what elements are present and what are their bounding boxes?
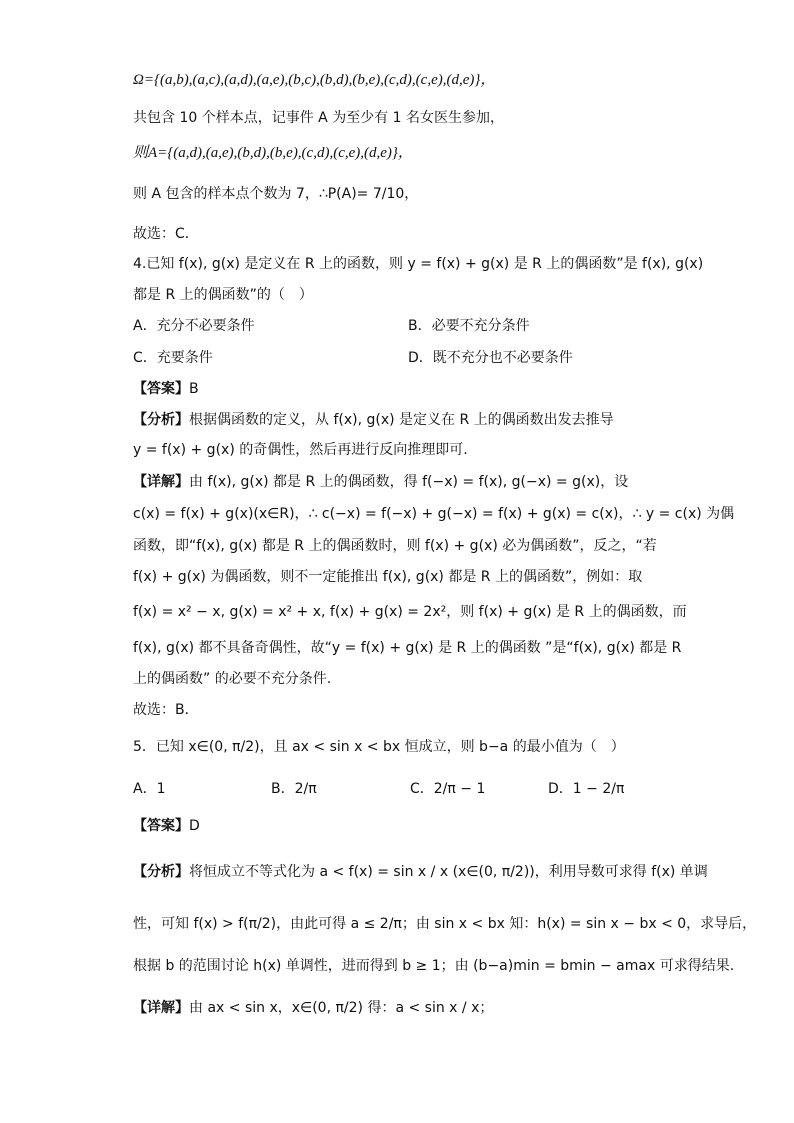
q4-option-c: C．充要条件 (133, 350, 213, 366)
q4-answer-value: B (189, 381, 199, 397)
q5-option-d: D．1 − 2/π (548, 781, 625, 797)
probability-line: 则 A 包含的样本点个数为 7，∴P(A)= 7/10， (133, 186, 419, 202)
q5-answer: 【答案】D (133, 818, 200, 834)
q4-stem-line1: 4.已知 f(x), g(x) 是定义在 R 上的函数，则 y = f(x) + g(x) 是 R 上的偶函数”是 f(x), g(x) (133, 256, 704, 272)
q4-analysis-line1: 【分析】根据偶函数的定义，从 f(x), g(x) 是定义在 R 上的偶函数出发去推导 (133, 412, 614, 428)
q4-analysis-line2: y = f(x) + g(x) 的奇偶性，然后再进行反向推理即可. (133, 442, 468, 458)
q5-option-a: A．1 (133, 781, 166, 797)
q5-option-c: C．2/π − 1 (410, 781, 486, 797)
q5-analysis-line1: 【分析】将恒成立不等式化为 a < f(x) = sin x / x (x∈(0, π/2))，利用导数可求得 f(x) 单调 (133, 864, 708, 880)
q5-stem: 5．已知 x∈(0, π/2)，且 ax < sin x < bx 恒成立，则 b−a 的最小值为（ ） (133, 739, 625, 755)
q4-detail-line7: 上的偶函数” 的必要不充分条件. (133, 671, 332, 687)
q4-option-b: B．必要不充分条件 (408, 318, 530, 334)
q4-detail-line2: c(x) = f(x) + g(x)(x∈R)，∴ c(−x) = f(−x) + g(−x) = f(x) + g(x) = c(x)，∴ y = c(x) 为偶 (133, 506, 735, 522)
prev-answer: 故选：C． (133, 226, 199, 242)
q5-answer-value: D (189, 818, 200, 834)
q4-detail-line4: f(x) + g(x) 为偶函数，则不一定能推出 f(x), g(x) 都是 R 上的偶函数”，例如：取 (133, 569, 643, 585)
q4-final-answer: 故选：B． (133, 702, 199, 718)
q5-analysis-line2: 性，可知 f(x) > f(π/2)，由此可得 a ≤ 2/π；由 sin x < bx 知：h(x) = sin x − bx < 0，求导后， (133, 916, 757, 932)
q4-detail-line1: 【详解】由 f(x), g(x) 都是 R 上的偶函数，得 f(−x) = f(x), g(−x) = g(x)，设 (133, 474, 629, 490)
q5-detail-line1: 【详解】由 ax < sin x，x∈(0, π/2) 得：a < sin x / x； (133, 1000, 494, 1016)
analysis-tag: 【分析】 (133, 412, 189, 428)
q4-option-a: A．充分不必要条件 (133, 318, 255, 334)
answer-tag: 【答案】 (133, 381, 189, 397)
omega-set: Ω={(a,b),(a,c),(a,d),(a,e),(b,c),(b,d),(b,e),(c,d),(c,e),(d,e)}， (133, 72, 496, 88)
q5-analysis-line3: 根据 b 的范围讨论 h(x) 单调性，进而得到 b ≥ 1；由 (b−a)min = bmin − amax 可求得结果. (133, 958, 735, 974)
q4-detail-line5: f(x) = x² − x, g(x) = x² + x, f(x) + g(x) = 2x²，则 f(x) + g(x) 是 R 上的偶函数，而 (133, 604, 687, 620)
q4-stem-line2: 都是 R 上的偶函数”的（ ） (133, 287, 313, 303)
event-a-set: 则A={(a,d),(a,e),(b,d),(b,e),(c,d),(c,e),(d,e)}， (133, 145, 413, 161)
q4-option-d: D．既不充分也不必要条件 (408, 350, 573, 366)
q4-detail-line3: 函数，即“f(x), g(x) 都是 R 上的偶函数时，则 f(x) + g(x) 必为偶函数”，反之，“若 (133, 538, 657, 554)
detail-tag: 【详解】 (133, 474, 189, 490)
q4-detail-line6: f(x), g(x) 都不具备奇偶性，故“y = f(x) + g(x) 是 R 上的偶函数 ”是“f(x), g(x) 都是 R (133, 640, 682, 656)
sample-count: 共包含 10 个样本点，记事件 A 为至少有 1 名女医生参加， (133, 110, 504, 126)
q5-option-b: B．2/π (271, 781, 317, 797)
q4-answer (133, 379, 674, 399)
